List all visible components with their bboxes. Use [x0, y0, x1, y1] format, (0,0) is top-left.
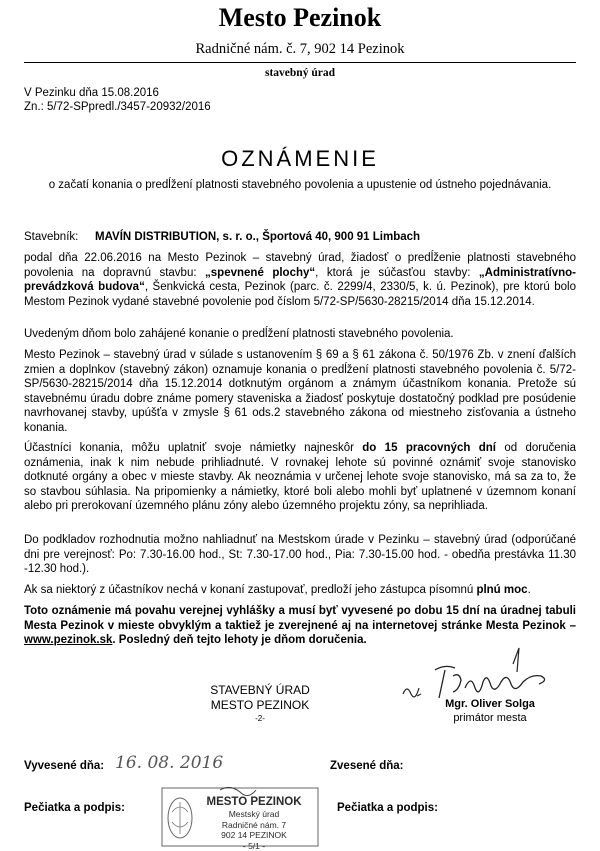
- notice-subheading: o začatí konania o predĺžení platnosti stavebného povolenia a upustenie od ústneho pojednávania.: [0, 179, 600, 191]
- paragraph-public-notice: [24, 604, 576, 648]
- p1-text-c: , ktorá je súčasťou stavby:: [315, 267, 479, 279]
- stamp-office-page: -2-: [160, 713, 360, 724]
- p6-power-of-attorney: plnú moc: [476, 584, 527, 596]
- p4-deadline: do 15 pracovných dní: [362, 442, 496, 454]
- city-title: Mesto Pezinok: [0, 3, 600, 33]
- signer-block: [410, 697, 570, 725]
- posted-date-handwritten: 16. 08. 2016: [115, 753, 223, 773]
- signer-title: primátor mesta: [410, 711, 570, 725]
- notice-heading: OZNÁMENIE: [0, 146, 600, 172]
- builder-label: Stavebník:: [24, 231, 78, 243]
- website-link[interactable]: www.pezinok.sk: [24, 634, 112, 646]
- place-date: V Pezinku dňa 15.08.2016: [24, 86, 211, 100]
- reference-block: [24, 86, 211, 114]
- builder-value: MAVÍN DISTRIBUTION, s. r. o., Športová 40, 900 91 Limbach: [95, 231, 420, 243]
- p1-text-e: , Šenkvická cesta, Pezinok (parc. č. 2299/4, 2330/5, k. ú. Pezinok), pre ktorú bolo Mestom Pezinok vydané stavebné povolenie pod číslom 5/72-SP/5630-28215/2014 dňa 15.12.2014.: [24, 281, 576, 308]
- posted-date-label: Vyvesené dňa:: [24, 760, 104, 772]
- stamp-line3: Radničné nám. 7: [198, 820, 310, 831]
- p1-building-name: „Administratívno-prevádzková budova“: [24, 267, 576, 294]
- stamp-text: [198, 796, 310, 851]
- p1-project-name: „spevnené plochy“: [205, 267, 315, 279]
- stamp-office-line2: MESTO PEZINOK: [160, 698, 360, 713]
- stamp-signature-label-left: Pečiatka a podpis:: [24, 802, 125, 814]
- p4-text-a: Účastníci konania, môžu uplatniť svoje námietky najneskôr: [24, 442, 362, 454]
- paragraph-legal-basis: Mesto Pezinok – stavebný úrad v súlade s ustanovením § 69 a § 61 zákona č. 50/1976 Zb. v znení ďalších zmien a doplnkov (stavebný zákon) oznamuje konania o predĺžení platnosti stavebného povolenia č. 5/72-SP/5630-28215/2014 dňa 15.12.2014 dotknutým orgánom a známym účastníkom konania. Pretože sú stavebnému úradu dobre známe pomery staveniska a žiadosť poskytuje dostatočný podklad pre posúdenie navrhovanej stavby, upúšťa v zmysle § 61 ods.2 stavebného zákona od miestneho zisťovania a ústneho konania.: [24, 348, 576, 436]
- p7-text-a: Toto oznámenie má povahu verejnej vyhlášky a musí byť vyvesené po dobu 15 dní na úradnej tabuli Mesta Pezinok v mieste obvyklým a taktiež je zverejnené aj na internetovej stránke Mesta Pezinok –: [24, 605, 576, 632]
- file-number: Zn.: 5/72-SPpredl./3457-20932/2016: [24, 100, 211, 114]
- paragraph-office-hours: Do podkladov rozhodnutia možno nahliadnuť na Mestskom úrade v Pezinku – stavebný úrad (odporúčané dni pre verejnosť: Po: 7.30-16.00 hod., St: 7.30-17.00 hod., Pia: 7.30-15.00 hod. - obedňa prestávka 11.30 -12.30 hod.).: [24, 533, 576, 577]
- stamp-office-line1: STAVEBNÝ ÚRAD: [160, 683, 360, 698]
- stamp-line5: - 5/1 -: [198, 841, 310, 851]
- stamp-line1: MESTO PEZINOK: [198, 796, 310, 809]
- p6-text-a: Ak sa niektorý z účastníkov nechá v konaní zastupovať, predloží jeho zástupca písomnú: [24, 584, 476, 596]
- stamp-line4: 902 14 PEZINOK: [198, 830, 310, 841]
- paragraph-commenced: Uvedeným dňom bolo zahájené konanie o predĺžení platnosti stavebného povolenia.: [24, 327, 576, 342]
- header-divider: [24, 62, 576, 63]
- paragraph-objections: [24, 441, 576, 514]
- p7-text-c: . Posledný deň tejto lehoty je dňom doručenia.: [112, 634, 366, 646]
- office-name: stavebný úrad: [0, 67, 600, 79]
- stamp-signature-label-right: Pečiatka a podpis:: [337, 802, 438, 814]
- p4-text-c: od doručenia oznámenia, inak k nim nebude prihliadnuté. V rovnakej lehote sú povinné oznámiť svoje stanovisko dotknuté orgány a obec v mieste stavby. Ak neoznámia v určenej lehote svoje stanovisko, má sa za to, že so stavbou súhlasia. Na pripomienky a námietky, ktoré boli alebo mohli byť uplatnené v územnom konaní alebo pri prerokovaní územného plánu zóny alebo územného projektu zóny, sa neprihliada.: [24, 442, 576, 512]
- signer-name: Mgr. Oliver Solga: [410, 697, 570, 711]
- p1-text-a: podal dňa 22.06.2016 na Mesto Pezinok – stavebný úrad, žiadosť o predĺženie platnosti stavebného povolenia na dopravnú stavbu:: [24, 252, 576, 279]
- p6-text-c: .: [528, 584, 531, 596]
- removed-date-label: Zvesené dňa:: [330, 760, 404, 772]
- city-address: Radničné nám. č. 7, 902 14 Pezinok: [0, 41, 600, 58]
- paragraph-representation: [24, 583, 576, 598]
- paragraph-application: [24, 251, 576, 309]
- office-stamp-text: [160, 683, 360, 724]
- stamp-line2: Mestský úrad: [198, 809, 310, 820]
